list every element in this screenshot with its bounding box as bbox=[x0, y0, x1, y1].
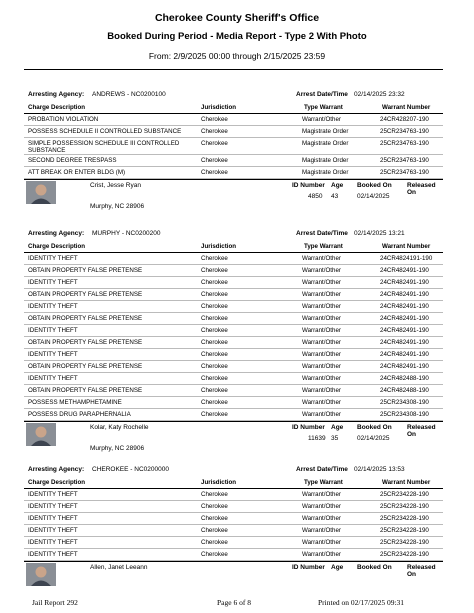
charge-description: OBTAIN PROPERTY FALSE PRETENSE bbox=[28, 386, 143, 394]
arrestee-name: Allen, Janet Leeann bbox=[90, 564, 148, 571]
released-on-label: Released On bbox=[407, 564, 436, 578]
arrestee-block bbox=[24, 421, 443, 462]
id-number-label: ID Number bbox=[292, 182, 325, 189]
charge-row bbox=[24, 313, 443, 325]
charge-type-warrant: Warrant/Other bbox=[302, 411, 341, 418]
charge-row bbox=[24, 501, 443, 513]
charge-warrant-number: 24CR482488-190 bbox=[380, 375, 429, 382]
report-title: Cherokee County Sheriff's Office bbox=[154, 12, 320, 24]
header-divider bbox=[24, 69, 443, 70]
charge-row bbox=[24, 361, 443, 373]
charge-jurisdiction: Cherokee bbox=[201, 375, 228, 382]
charge-warrant-number: 24CR4824191-190 bbox=[380, 255, 433, 262]
charge-description: IDENTITY THEFT bbox=[28, 502, 78, 510]
charges-header bbox=[24, 103, 443, 114]
charge-warrant-number: 25CR234228-190 bbox=[380, 527, 429, 534]
charge-warrant-number: 25CR234763-190 bbox=[380, 157, 429, 164]
charge-row bbox=[24, 138, 443, 155]
arresting-agency-label: Arresting Agency: bbox=[28, 466, 85, 473]
arrestee-age: 35 bbox=[331, 435, 339, 442]
charge-type-warrant: Magistrate Order bbox=[302, 128, 349, 135]
col-jurisdiction: Jurisdiction bbox=[201, 104, 237, 111]
age-label: Age bbox=[331, 564, 344, 571]
footer-report-name: Jail Report 292 bbox=[32, 598, 78, 607]
charge-warrant-number: 24CR482491-190 bbox=[380, 303, 429, 310]
arrestee-city: Murphy, NC 28906 bbox=[90, 445, 145, 452]
charge-type-warrant: Warrant/Other bbox=[302, 291, 341, 298]
col-jurisdiction: Jurisdiction bbox=[201, 243, 237, 250]
col-type-warrant: Type Warrant bbox=[304, 104, 343, 111]
charge-row bbox=[24, 155, 443, 167]
charge-description: IDENTITY THEFT bbox=[28, 326, 78, 334]
arrestee-booked-on: 02/14/2025 bbox=[357, 193, 390, 200]
footer-printed-on: Printed on 02/17/2025 09:31 bbox=[318, 598, 405, 607]
charge-row bbox=[24, 301, 443, 313]
booked-on-label: Booked On bbox=[357, 424, 392, 431]
charge-warrant-number: 25CR234228-190 bbox=[380, 551, 429, 558]
booked-on-label: Booked On bbox=[357, 564, 392, 571]
charge-type-warrant: Magistrate Order bbox=[302, 157, 349, 164]
charge-jurisdiction: Cherokee bbox=[201, 157, 228, 164]
charge-warrant-number: 25CR234308-190 bbox=[380, 411, 429, 418]
booked-on-label: Booked On bbox=[357, 182, 392, 189]
charge-warrant-number: 24CR482491-190 bbox=[380, 315, 429, 322]
charge-type-warrant: Warrant/Other bbox=[302, 375, 341, 382]
col-warrant-number: Warrant Number bbox=[382, 243, 431, 250]
charge-warrant-number: 24CR482491-190 bbox=[380, 267, 429, 274]
charge-row bbox=[24, 289, 443, 301]
charge-warrant-number: 24CR482488-190 bbox=[380, 387, 429, 394]
charge-type-warrant: Warrant/Other bbox=[302, 503, 341, 510]
charge-description: ATT BREAK OR ENTER BLDG (M) bbox=[28, 168, 126, 176]
charge-description: SIMPLE POSSESSION SCHEDULE III CONTROLLED SUBSTANCE bbox=[28, 139, 180, 154]
charge-row bbox=[24, 114, 443, 126]
charge-type-warrant: Warrant/Other bbox=[302, 339, 341, 346]
arresting-agency-label: Arresting Agency: bbox=[28, 91, 85, 98]
charge-row bbox=[24, 167, 443, 179]
charge-warrant-number: 25CR234763-190 bbox=[380, 128, 429, 135]
charge-warrant-number: 24CR482491-190 bbox=[380, 339, 429, 346]
id-number-label: ID Number bbox=[292, 564, 325, 571]
col-charge-description: Charge Description bbox=[28, 243, 86, 250]
arrestee-age: 43 bbox=[331, 193, 339, 200]
charge-row bbox=[24, 537, 443, 549]
charge-row bbox=[24, 277, 443, 289]
charge-jurisdiction: Cherokee bbox=[201, 339, 228, 346]
charge-warrant-number: 25CR234228-190 bbox=[380, 491, 429, 498]
age-label: Age bbox=[331, 182, 344, 189]
charge-description: IDENTITY THEFT bbox=[28, 550, 78, 558]
report-date-range: From: 2/9/2025 00:00 through 2/15/2025 23:59 bbox=[148, 51, 326, 61]
charge-type-warrant: Warrant/Other bbox=[302, 303, 341, 310]
charge-description: IDENTITY THEFT bbox=[28, 538, 78, 546]
charge-warrant-number: 24CR482491-190 bbox=[380, 363, 429, 370]
page-footer bbox=[0, 598, 474, 608]
charge-jurisdiction: Cherokee bbox=[201, 351, 228, 358]
charge-row bbox=[24, 385, 443, 397]
charge-row bbox=[24, 337, 443, 349]
released-on-label: Released On bbox=[407, 182, 436, 196]
charge-jurisdiction: Cherokee bbox=[201, 303, 228, 310]
charge-description: POSSESS DRUG PARAPHERNALIA bbox=[28, 410, 131, 418]
charge-type-warrant: Warrant/Other bbox=[302, 363, 341, 370]
charge-type-warrant: Magistrate Order bbox=[302, 169, 349, 176]
charge-description: IDENTITY THEFT bbox=[28, 490, 78, 498]
arrest-datetime-label: Arrest Date/Time bbox=[296, 91, 348, 98]
agency-line bbox=[24, 91, 443, 103]
report-subtitle: Booked During Period - Media Report - Type 2 With Photo bbox=[107, 31, 367, 42]
age-label: Age bbox=[331, 424, 344, 431]
charge-description: OBTAIN PROPERTY FALSE PRETENSE bbox=[28, 290, 143, 298]
arrest-datetime-label: Arrest Date/Time bbox=[296, 466, 348, 473]
col-charge-description: Charge Description bbox=[28, 104, 86, 111]
arrestee-block bbox=[24, 561, 443, 602]
charge-jurisdiction: Cherokee bbox=[201, 128, 228, 135]
charge-type-warrant: Warrant/Other bbox=[302, 327, 341, 334]
arrest-datetime-label: Arrest Date/Time bbox=[296, 230, 348, 237]
charge-row bbox=[24, 409, 443, 421]
agency-line bbox=[24, 230, 443, 242]
col-type-warrant: Type Warrant bbox=[304, 479, 343, 486]
charge-jurisdiction: Cherokee bbox=[201, 527, 228, 534]
charge-jurisdiction: Cherokee bbox=[201, 255, 228, 262]
charge-jurisdiction: Cherokee bbox=[201, 411, 228, 418]
booking-section bbox=[24, 230, 443, 462]
charge-type-warrant: Warrant/Other bbox=[302, 279, 341, 286]
charge-type-warrant: Warrant/Other bbox=[302, 255, 341, 262]
charge-description: IDENTITY THEFT bbox=[28, 278, 78, 286]
arrestee-city: Murphy, NC 28906 bbox=[90, 203, 145, 210]
charge-warrant-number: 24CR482491-190 bbox=[380, 327, 429, 334]
charge-description: OBTAIN PROPERTY FALSE PRETENSE bbox=[28, 362, 143, 370]
charge-type-warrant: Warrant/Other bbox=[302, 399, 341, 406]
charge-warrant-number: 24CR482491-190 bbox=[380, 279, 429, 286]
charge-row bbox=[24, 397, 443, 409]
charge-description: POSSESS METHAMPHETAMINE bbox=[28, 398, 122, 406]
charge-jurisdiction: Cherokee bbox=[201, 551, 228, 558]
charge-jurisdiction: Cherokee bbox=[201, 169, 228, 176]
arrestee-name: Crist, Jesse Ryan bbox=[90, 182, 141, 189]
charge-row bbox=[24, 253, 443, 265]
arrest-datetime-value: 02/14/2025 13:21 bbox=[354, 230, 405, 237]
charge-warrant-number: 25CR234763-190 bbox=[380, 169, 429, 176]
charge-description: IDENTITY THEFT bbox=[28, 374, 78, 382]
charge-row bbox=[24, 525, 443, 537]
charge-row bbox=[24, 489, 443, 501]
charge-type-warrant: Magistrate Order bbox=[302, 140, 349, 147]
charge-description: OBTAIN PROPERTY FALSE PRETENSE bbox=[28, 338, 143, 346]
arrestee-block bbox=[24, 179, 443, 220]
charge-jurisdiction: Cherokee bbox=[201, 363, 228, 370]
charge-row bbox=[24, 373, 443, 385]
charges-header bbox=[24, 242, 443, 253]
charge-warrant-number: 24CR482491-190 bbox=[380, 351, 429, 358]
charge-description: IDENTITY THEFT bbox=[28, 254, 78, 262]
charge-description: IDENTITY THEFT bbox=[28, 350, 78, 358]
charge-type-warrant: Warrant/Other bbox=[302, 491, 341, 498]
arrestee-name: Kolar, Katy Rochelle bbox=[90, 424, 149, 431]
arrest-datetime-value: 02/14/2025 13:53 bbox=[354, 466, 405, 473]
charge-row bbox=[24, 549, 443, 561]
charge-type-warrant: Warrant/Other bbox=[302, 551, 341, 558]
charge-type-warrant: Warrant/Other bbox=[302, 515, 341, 522]
charge-jurisdiction: Cherokee bbox=[201, 387, 228, 394]
agency-line bbox=[24, 466, 443, 478]
arrestee-booked-on: 02/14/2025 bbox=[357, 435, 390, 442]
charge-row bbox=[24, 513, 443, 525]
arresting-agency-value: MURPHY - NC0200200 bbox=[92, 230, 161, 237]
col-charge-description: Charge Description bbox=[28, 479, 86, 486]
booking-section bbox=[24, 466, 443, 602]
id-number-label: ID Number bbox=[292, 424, 325, 431]
charge-jurisdiction: Cherokee bbox=[201, 491, 228, 498]
charge-description: IDENTITY THEFT bbox=[28, 514, 78, 522]
mugshot-photo bbox=[26, 181, 56, 204]
charge-type-warrant: Warrant/Other bbox=[302, 351, 341, 358]
arresting-agency-label: Arresting Agency: bbox=[28, 230, 85, 237]
charge-type-warrant: Warrant/Other bbox=[302, 387, 341, 394]
charge-description: IDENTITY THEFT bbox=[28, 302, 78, 310]
arrestee-id-number: 4850 bbox=[308, 193, 323, 200]
col-warrant-number: Warrant Number bbox=[382, 479, 431, 486]
charge-jurisdiction: Cherokee bbox=[201, 140, 228, 147]
charge-description: OBTAIN PROPERTY FALSE PRETENSE bbox=[28, 266, 143, 274]
charge-row bbox=[24, 126, 443, 138]
charge-jurisdiction: Cherokee bbox=[201, 327, 228, 334]
charge-jurisdiction: Cherokee bbox=[201, 279, 228, 286]
charge-jurisdiction: Cherokee bbox=[201, 399, 228, 406]
charge-jurisdiction: Cherokee bbox=[201, 267, 228, 274]
charge-jurisdiction: Cherokee bbox=[201, 539, 228, 546]
charge-warrant-number: 25CR234228-190 bbox=[380, 539, 429, 546]
charge-jurisdiction: Cherokee bbox=[201, 515, 228, 522]
charge-warrant-number: 25CR234228-190 bbox=[380, 515, 429, 522]
charge-description: IDENTITY THEFT bbox=[28, 526, 78, 534]
charge-description: PROBATION VIOLATION bbox=[28, 115, 99, 123]
charge-jurisdiction: Cherokee bbox=[201, 116, 228, 123]
charge-row bbox=[24, 349, 443, 361]
charge-type-warrant: Warrant/Other bbox=[302, 527, 341, 534]
charge-jurisdiction: Cherokee bbox=[201, 291, 228, 298]
footer-page-number: Page 6 of 8 bbox=[217, 598, 251, 607]
charge-warrant-number: 24CR428207-190 bbox=[380, 116, 429, 123]
charge-description: SECOND DEGREE TRESPASS bbox=[28, 156, 117, 164]
released-on-label: Released On bbox=[407, 424, 436, 438]
charge-description: OBTAIN PROPERTY FALSE PRETENSE bbox=[28, 314, 143, 322]
booking-section bbox=[24, 91, 443, 220]
charge-warrant-number: 24CR482491-190 bbox=[380, 291, 429, 298]
charge-description: POSSESS SCHEDULE II CONTROLLED SUBSTANCE bbox=[28, 127, 182, 135]
arresting-agency-value: ANDREWS - NC0200100 bbox=[92, 91, 166, 98]
charge-warrant-number: 25CR234308-190 bbox=[380, 399, 429, 406]
charge-type-warrant: Warrant/Other bbox=[302, 267, 341, 274]
charge-type-warrant: Warrant/Other bbox=[302, 315, 341, 322]
mugshot-photo bbox=[26, 563, 56, 586]
charge-warrant-number: 25CR234763-190 bbox=[380, 140, 429, 147]
col-jurisdiction: Jurisdiction bbox=[201, 479, 237, 486]
col-type-warrant: Type Warrant bbox=[304, 243, 343, 250]
arresting-agency-value: CHEROKEE - NC0200000 bbox=[92, 466, 169, 473]
arrestee-id-number: 11639 bbox=[308, 435, 326, 442]
charge-warrant-number: 25CR234228-190 bbox=[380, 503, 429, 510]
mugshot-photo bbox=[26, 423, 56, 446]
arrest-datetime-value: 02/14/2025 23:32 bbox=[354, 91, 405, 98]
col-warrant-number: Warrant Number bbox=[382, 104, 431, 111]
charge-row bbox=[24, 325, 443, 337]
charge-type-warrant: Warrant/Other bbox=[302, 539, 341, 546]
charge-jurisdiction: Cherokee bbox=[201, 503, 228, 510]
charges-header bbox=[24, 478, 443, 489]
charge-jurisdiction: Cherokee bbox=[201, 315, 228, 322]
charge-type-warrant: Warrant/Other bbox=[302, 116, 341, 123]
charge-row bbox=[24, 265, 443, 277]
